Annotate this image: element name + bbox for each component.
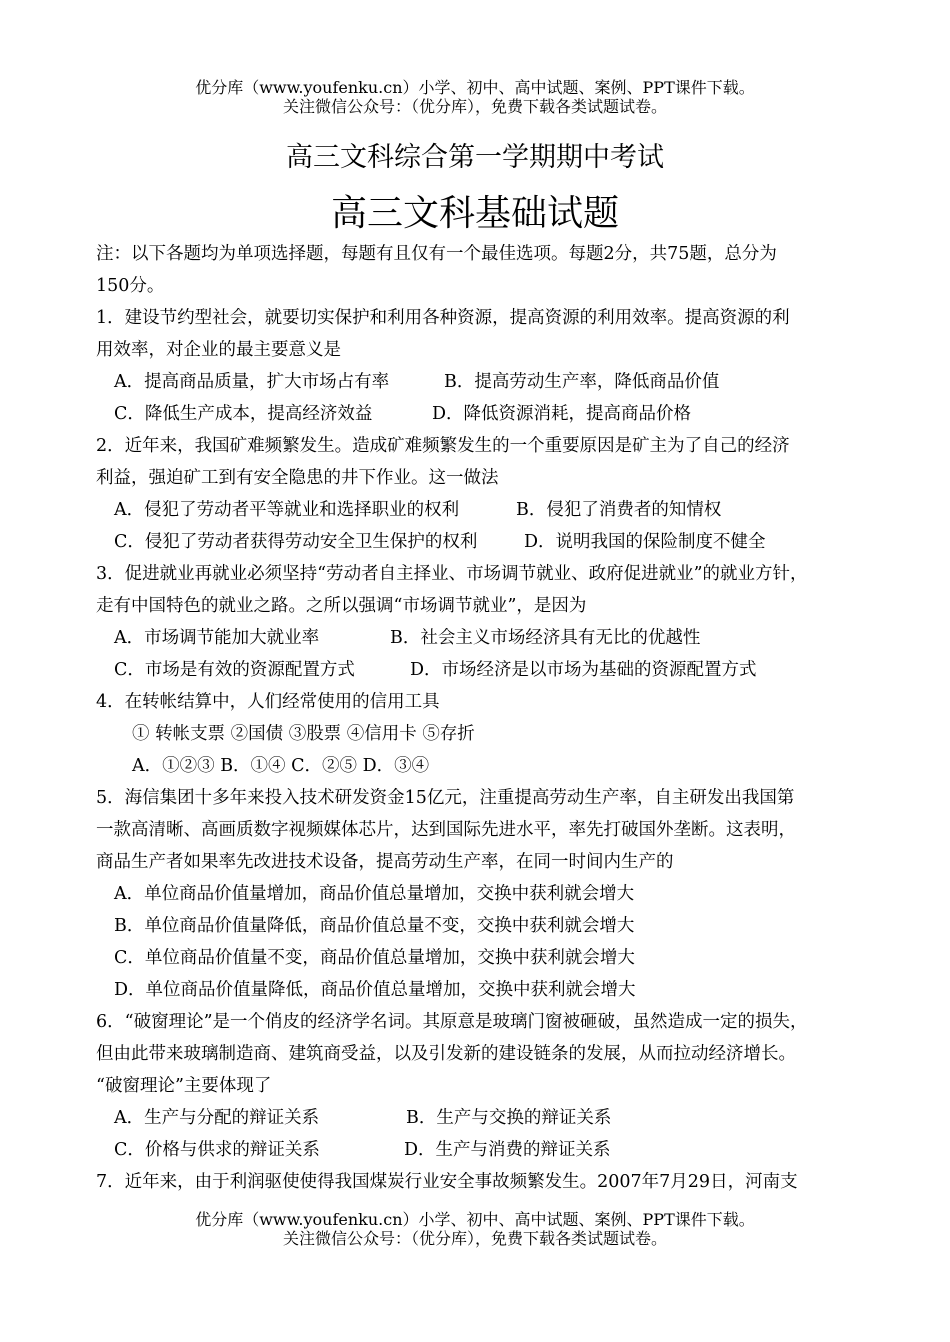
q6-stem-line-1: 6．“破窗理论”是一个俏皮的经济学名词。其原意是玻璃门窗被砸破，虽然造成一定的损失， [96, 1012, 808, 1032]
header-line-1: 优分库（www.youfenku.cn）小学、初中、高中试题、案例、PPT课件下载。 [195, 78, 755, 97]
exam-content [96, 238, 876, 1198]
q1-options-row-2 [96, 398, 876, 430]
q4-items: ① 转帐支票 ②国债 ③股票 ④信用卡 ⑤存折 [132, 724, 475, 744]
q1-option-b: B．提高劳动生产率，降低商品价值 [444, 372, 720, 392]
q6-options-row-2 [96, 1134, 876, 1166]
q2-option-a: A．侵犯了劳动者平等就业和选择职业的权利 [114, 500, 460, 520]
q7-stem-line-1: 7．近年来，由于利润驱使使得我国煤炭行业安全事故频繁发生。2007年7月29日，河南支 [96, 1172, 798, 1192]
q2-stem-line-2: 利益，强迫矿工到有安全隐患的井下作业。这一做法 [96, 468, 499, 488]
q2-option-c: C．侵犯了劳动者获得劳动安全卫生保护的权利 [114, 532, 478, 552]
q2-options-row-2 [96, 526, 876, 558]
q3-stem-line-2: 走有中国特色的就业之路。之所以强调“市场调节就业”，是因为 [96, 596, 587, 616]
q6-stem-line-2: 但由此带来玻璃制造商、建筑商受益，以及引发新的建设链条的发展，从而拉动经济增长。 [96, 1044, 796, 1064]
q5-option-a: A．单位商品价值量增加，商品价值总量增加，交换中获利就会增大 [114, 884, 635, 904]
q3-options-row-1 [96, 622, 876, 654]
q6-option-c: C．价格与供求的辩证关系 [114, 1140, 320, 1160]
q4-stem: 4．在转帐结算中，人们经常使用的信用工具 [96, 692, 440, 712]
exam-subtitle: 高三文科基础试题 [330, 193, 619, 234]
q3-option-b: B．社会主义市场经济具有无比的优越性 [390, 628, 701, 648]
q1-options-row-1 [96, 366, 876, 398]
q5-stem-line-3: 商品生产者如果率先改进技术设备，提高劳动生产率，在同一时间内生产的 [96, 852, 674, 872]
q6-stem-line-3: “破窗理论”主要体现了 [96, 1076, 272, 1096]
q5-option-b: B．单位商品价值量降低，商品价值总量不变，交换中获利就会增大 [114, 916, 635, 936]
q6-option-d: D．生产与消费的辩证关系 [404, 1140, 611, 1160]
footer-line-2: 关注微信公众号：（优分库），免费下载各类试题试卷。 [282, 1229, 667, 1248]
page-header [0, 78, 950, 116]
footer-line-1: 优分库（www.youfenku.cn）小学、初中、高中试题、案例、PPT课件下载。 [195, 1210, 755, 1229]
exam-title: 高三文科综合第一学期期中考试 [286, 142, 664, 173]
q3-option-a: A．市场调节能加大就业率 [114, 628, 320, 648]
q3-options-row-2 [96, 654, 876, 686]
q2-option-d: D．说明我国的保险制度不健全 [524, 532, 766, 552]
q6-option-b: B．生产与交换的辩证关系 [406, 1108, 612, 1128]
q1-option-d: D．降低资源消耗，提高商品价格 [432, 404, 692, 424]
page-footer [0, 1210, 950, 1248]
q1-option-a: A．提高商品质量，扩大市场占有率 [114, 372, 390, 392]
q2-options-row-1 [96, 494, 876, 526]
q5-stem-line-2: 一款高清晰、高画质数字视频媒体芯片，达到国际先进水平，率先打破国外垄断。这表明， [96, 820, 796, 840]
instructions-line-1: 注：以下各题均为单项选择题，每题有且仅有一个最佳选项。每题2分，共75题，总分为 [96, 244, 777, 264]
q5-option-c: C．单位商品价值量不变，商品价值总量增加，交换中获利就会增大 [114, 948, 635, 968]
q5-stem-line-1: 5．海信集团十多年来投入技术研发资金15亿元，注重提高劳动生产率，自主研发出我国第 [96, 788, 795, 808]
q2-stem-line-1: 2．近年来，我国矿难频繁发生。造成矿难频繁发生的一个重要原因是矿主为了自己的经济 [96, 436, 790, 456]
q4-options: A．①②③ B．①④ C．②⑤ D．③④ [132, 756, 430, 776]
q1-stem-line-1: 1．建设节约型社会，就要切实保护和利用各种资源，提高资源的利用效率。提高资源的利 [96, 308, 790, 328]
q2-option-b: B．侵犯了消费者的知情权 [516, 500, 722, 520]
q3-option-d: D．市场经济是以市场为基础的资源配置方式 [410, 660, 757, 680]
q3-option-c: C．市场是有效的资源配置方式 [114, 660, 355, 680]
q1-stem-line-2: 用效率，对企业的最主要意义是 [96, 340, 341, 360]
q6-options-row-1 [96, 1102, 876, 1134]
header-line-2: 关注微信公众号：（优分库），免费下载各类试题试卷。 [282, 97, 667, 116]
q6-option-a: A．生产与分配的辩证关系 [114, 1108, 320, 1128]
instructions-line-2: 150分。 [96, 276, 165, 296]
q3-stem-line-1: 3．促进就业再就业必须坚持“劳动者自主择业、市场调节就业、政府促进就业”的就业方针， [96, 564, 808, 584]
q1-option-c: C．降低生产成本，提高经济效益 [114, 404, 373, 424]
q5-option-d: D．单位商品价值量降低，商品价值总量增加，交换中获利就会增大 [114, 980, 636, 1000]
